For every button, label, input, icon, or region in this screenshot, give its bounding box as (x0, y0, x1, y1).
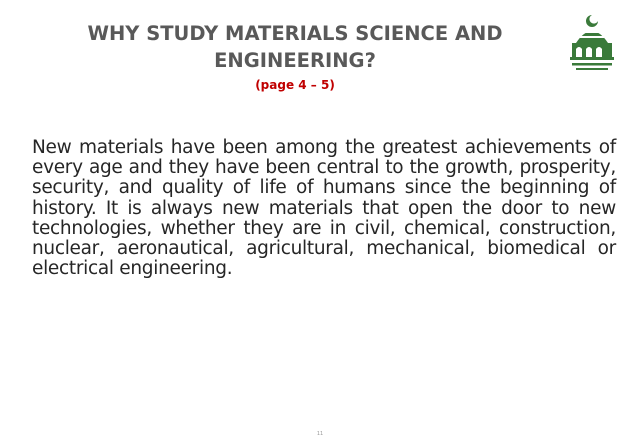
page-number: 11 (316, 431, 324, 437)
body-paragraph: New materials have been among the greatest achievements of every age and they have been central to the growth, prosperity, security, and quality of life of humans since the beginning of history. It is always new materials that open the door to new technologies, whether they are in civil, chemical, construction, nuclear, aeronautical, agricultural, mechanical, biomedical or electrical engineering. (32, 137, 616, 280)
slide-subtitle: (page 4 – 5) (255, 78, 335, 92)
slide-title: WHY STUDY MATERIALS SCIENCE AND ENGINEERING? (87, 22, 503, 72)
university-logo-icon (562, 13, 622, 75)
